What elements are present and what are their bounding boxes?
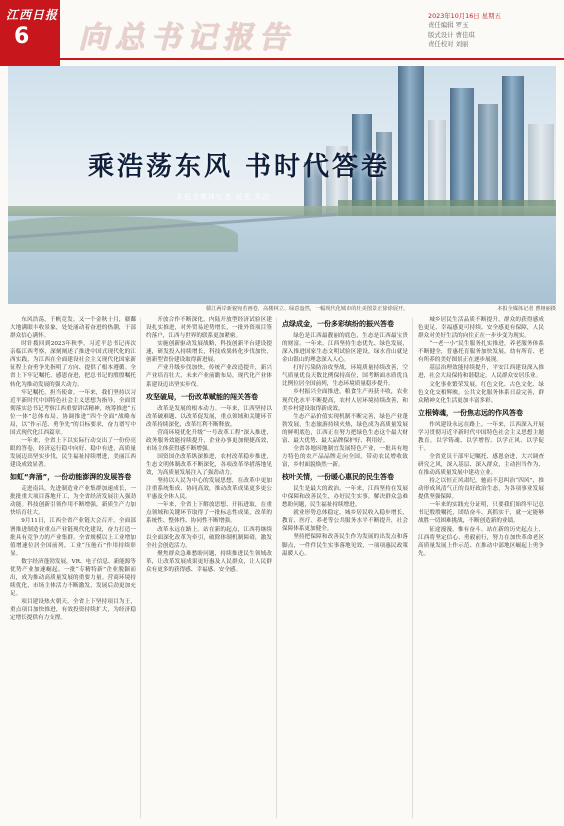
paragraph: 就业形势总体稳定，城乡居民收入稳步增长，教育、医疗、养老等公共服务水平不断提升，社会保障体系更加健全。 xyxy=(282,510,408,533)
paragraph: 乡村振兴全面推进，粮食生产再获丰收，农业现代化水平不断提高，农村人居环境持续改善，和美乡村建设取得新成效。 xyxy=(282,389,408,412)
paragraph: “一老一小”民生服务扎实推进，养老服务体系不断健全，普惠托育服务加快发展，幼有所育、老有所养的美好图景正在逐步展现。 xyxy=(418,341,544,364)
column-rule xyxy=(140,318,141,818)
paragraph: 作风建设永远在路上。一年来，江西深入开展学习贯彻习近平新时代中国特色社会主义思想主题教育，以学铸魂、以学增智、以学正风、以学促干。 xyxy=(418,421,544,452)
caption-text: 赣江两岸新貌宛若画卷，高楼林立、绿意盎然，一幅现代化城市的壮美图景正徐徐展开。 xyxy=(206,306,409,312)
paper-name: 江西日报 xyxy=(6,8,59,22)
column-title: 向总书记报告 xyxy=(78,20,294,55)
paragraph: 民生是最大的政治。一年来，江西坚持在发展中保障和改善民生，办好民生实事，解决群众急难愁盼问题，民生福祉持续增进。 xyxy=(282,486,408,509)
paragraph: 绿色是江西最靓丽的底色，生态是江西最宝贵的财富。一年来，江西坚持生态优先、绿色发展，深入推进国家生态文明试验区建设，绿水青山就是金山银山的理念深入人心。 xyxy=(282,333,408,364)
paragraph: 营商环境优化升级“一号改革工程”深入推进，政务服务效能持续提升，企业办事更加便捷高效，市场主体获得感不断增强。 xyxy=(146,429,272,452)
paragraph: 时针拨回到2023年秋季，习近平总书记再次亲临江西考察，深刻阐述了推进中国式现代化的江西实践，为江西在全面建设社会主义现代化国家新征程上奋勇争先指明了方向、提供了根本遵循。全省上下牢记嘱托、感恩奋进，把总书记的殷殷嘱托转化为推动发展的强大动力。 xyxy=(10,341,136,388)
building xyxy=(502,76,524,216)
photo-caption xyxy=(206,305,556,312)
headline: 乘浩荡东风 书时代答卷 xyxy=(88,152,391,182)
paragraph: 文化事业繁荣发展，红色文化、古色文化、绿色文化交相辉映，公共文化服务体系日益完善，群众精神文化生活更加丰富多彩。 xyxy=(418,381,544,404)
paragraph: 聚焦群众急难愁盼问题，持续推进民生领域改革，让改革发展成果更好惠及人民群众，让人民群众有更多的获得感、幸福感、安全感。 xyxy=(146,550,272,573)
paragraph: 9月11日，江西全省产业链大会召开，全面部署推进制造业重点产业链现代化建设，奋力打造一批具有竞争力的产业集群。全省规模以上工业增加值增速位居全国前列，工业“压舱石”作用持续彰显。 xyxy=(10,518,136,557)
paragraph: 牢记嘱托，担当使命。一年来，我们坚持以习近平新时代中国特色社会主义思想为指导，全面贯彻落实总书记考察江西重要讲话精神，统筹推进“五位一体”总体布局，协调推进“四个全面”战略布局，以“作示范、勇争先”的目标要求，奋力谱写中国式现代化江西篇章。 xyxy=(10,389,136,436)
paragraph: 数字经济蓬勃发展，VR、电子信息、新能源等优势产业加速崛起。一批“专精特新”企业脱颖而出，成为推动高质量发展的重要力量。营商环境持续优化，市场主体活力不断激发，发展后劲更加充足。 xyxy=(10,558,136,597)
paragraph: 改革是发展的根本动力。一年来，江西坚持以改革破难题、以改革促发展，重点领域和关键环节改革持续深化，改革红利不断释放。 xyxy=(146,405,272,428)
masthead-rule xyxy=(60,58,564,60)
building xyxy=(450,88,474,216)
paragraph: 开放合作不断深化，内陆开放型经济试验区建设扎实推进，对外贸易逆势增长，一批外资项目签约落户，江西与世界的联系更加紧密。 xyxy=(146,317,272,340)
paragraph: 城乡居民生活品质不断提升，群众的获得感成色更足、幸福感更可持续、安全感更有保障，人民群众对美好生活的向往正在一步步变为现实。 xyxy=(418,317,544,340)
editor-credit: 责任编辑 罗玉 xyxy=(428,21,469,30)
section-heading: 点绿成金，一份多彩缤纷的振兴答卷 xyxy=(282,320,394,328)
paragraph: 东风浩荡，千帆竞发。又一个金秋十月，赣鄱大地满眼丰收景象，处处涌动着奋进的热潮，干部群众信心满怀。 xyxy=(10,317,136,340)
byline: 本报全媒体记者 吴亚 朱洁 xyxy=(176,193,271,201)
paragraph: 持之以恒正风肃纪，驰而不息纠治“四风”，推动形成风清气正的良好政治生态，为各项事业发展提供坚强保障。 xyxy=(418,478,544,501)
design-credit: 版式设计 曹佳琪 xyxy=(428,30,475,39)
section-heading: 如虹“奔涌”，一份动能澎湃的发展答卷 xyxy=(10,473,132,482)
hero-photo xyxy=(8,66,556,304)
issue-date: 2023年10月16日 星期五 xyxy=(428,12,501,20)
paragraph: 基层治理效能持续提升，平安江西建设深入推进，社会大局保持和谐稳定，人民群众安居乐业。 xyxy=(418,365,544,380)
paragraph: 改革永远在路上。站在新的起点，江西将继续以全面深化改革为牵引，破除体制机制障碍，激发全社会创造活力。 xyxy=(146,526,272,549)
section-heading: 攻坚破局，一份改革赋能的闯关答卷 xyxy=(146,392,258,401)
masthead xyxy=(0,0,564,66)
paragraph: 项目建设热火朝天，全省上下坚持项目为王，重点项目加快推进，有效投资持续扩大，为经济稳定增长提供有力支撑。 xyxy=(10,599,136,622)
paragraph: 征途漫漫，惟有奋斗。站在新的历史起点上，江西将坚定信心、勇毅前行，努力在加快革命老区高质量发展上作示范、在推动中部地区崛起上勇争先。 xyxy=(418,526,544,557)
page-number: 6 xyxy=(14,24,30,49)
paragraph: 打好污染防治攻坚战，环境质量持续改善，空气质量优良天数比例保持高位，国考断面水质优良比例位居全国前列，生态环境质量稳步提升。 xyxy=(282,365,408,388)
masthead-red-block xyxy=(0,0,60,66)
proof-credit: 责任校对 刘丽 xyxy=(428,40,469,49)
paragraph: 坚持把保障和改善民生作为发展的出发点和落脚点，一件件民生实事落地见效，一项项惠民政策温暖人心。 xyxy=(282,534,408,557)
article-column-2 xyxy=(146,316,272,574)
paragraph: 全省党员干部牢记嘱托、感恩奋进，大兴调查研究之风，深入基层、深入群众，主动担当作为，在推动高质量发展中建功立业。 xyxy=(418,453,544,477)
paragraph: 生态产品价值实现机制不断完善，绿色产业蓬勃发展，生态旅游持续火热，绿色成为高质量发展的鲜明底色，江西正在努力把绿色生态这个最大财富、最大优势、最大品牌保护好、利用好。 xyxy=(282,413,408,444)
paragraph: 一年来的实践充分证明，只要我们始终牢记总书记殷殷嘱托，团结奋斗、真抓实干，就一定能够战胜一切困难挑战，不断创造新的业绩。 xyxy=(418,502,544,525)
building xyxy=(398,66,424,216)
section-heading: 立根铸魂，一份焦志远的作风答卷 xyxy=(418,408,523,417)
paragraph: 坚持以人民为中心的发展思想，在改革中更加注重系统集成、协同高效，推动改革成果更多更公平惠及全体人民。 xyxy=(146,478,272,501)
paragraph: 走进南昌，先进制造业产业集群加速成长，一批批重大项目落地开工，为全省经济发展注入强劲动能。科技创新引领作用不断增强，新质生产力加快培育壮大。 xyxy=(10,486,136,517)
section-heading: 枝叶关情，一份暖心惠民的民生答卷 xyxy=(282,473,394,482)
article-column-1 xyxy=(10,316,136,622)
column-rule xyxy=(276,318,277,818)
paragraph: 全省各地因地制宜发展特色产业，一批具有地方特色的农产品品牌走向全国，带动农民增收致富，乡村面貌焕然一新。 xyxy=(282,445,408,468)
page-meta xyxy=(428,12,558,50)
article-column-3 xyxy=(282,316,408,558)
paragraph: 一年来，全省上下解放思想、开拓进取，在重点领域和关键环节取得了一批标志性成果，改革的系统性、整体性、协同性不断增强。 xyxy=(146,502,272,525)
paragraph: 产业升级步伐加快，传统产业改造提升，新兴产业培育壮大，未来产业前瞻布局，现代化产业体系建设迈出坚实步伐。 xyxy=(146,365,272,388)
column-rule xyxy=(412,318,413,818)
paragraph: 实施创新驱动发展战略，科技创新平台建设提速，研发投入持续增长，科技成果转化步伐加快，创新型省份建设取得新进展。 xyxy=(146,341,272,364)
article-column-4 xyxy=(418,316,544,558)
paragraph: 一年来，全省上下以实际行动交出了一份份亮眼的答卷，经济运行稳中向好、稳中有进，高质量发展迈出坚实步伐，民生福祉持续增进，美丽江西建设成效显著。 xyxy=(10,437,136,469)
paragraph: 国资国企改革纵深推进，农村改革稳步推进，生态文明体制改革不断深化，各项改革举措落地见效，为高质量发展注入了强劲动力。 xyxy=(146,453,272,477)
photo-credit: 本报全媒体记者 曹娅丽摄 xyxy=(497,306,556,312)
